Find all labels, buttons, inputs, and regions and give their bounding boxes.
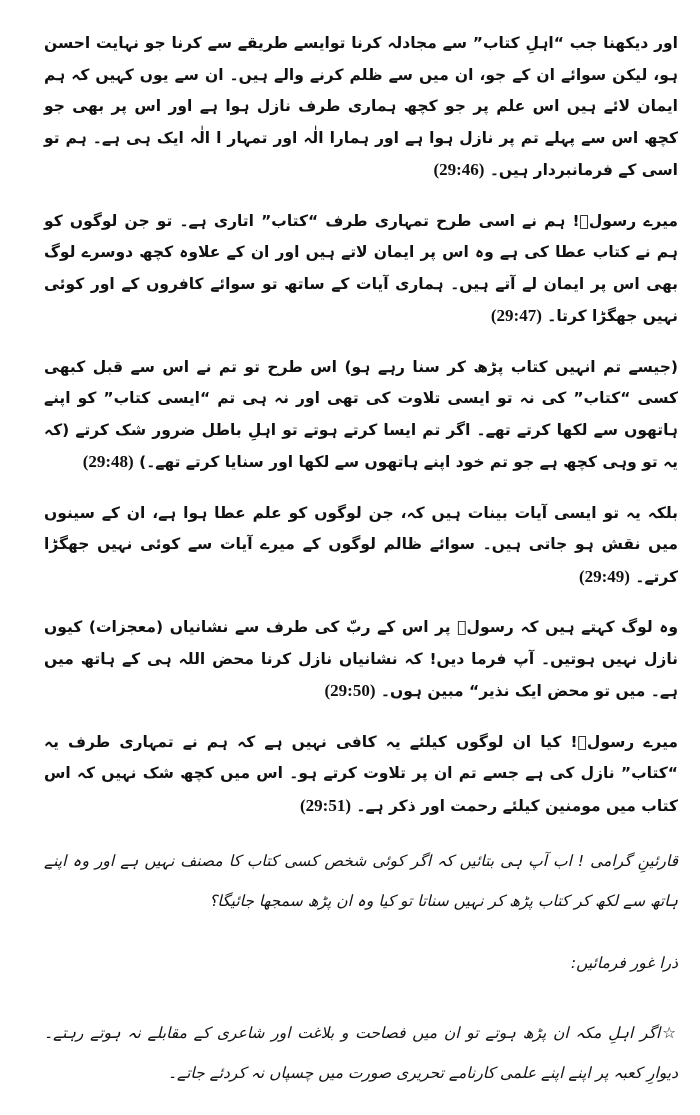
verse-paragraph (44, 352, 678, 479)
verse-text: بلکہ یہ تو ایسی آیات بینات ہیں کہ، جن لوگوں کو علم عطا ہوا ہے، ان کے سینوں میں نقش ہو جاتی ہیں۔ سوائے ظالم لوگوں کے میرے آیات سے کوئی نہیں جھگڑا کرتے۔ (44, 503, 678, 586)
verse-paragraph (44, 206, 678, 333)
verse-paragraph (44, 498, 678, 594)
verse-reference: (29:50) (324, 681, 376, 700)
commentary-heading: ذرا غور فرمائیں: (570, 954, 678, 972)
verse-paragraph (44, 28, 678, 187)
verse-text: اور دیکھنا جب “اہلِ کتاب” سے مجادلہ کرنا توایسے طریقے سے کرنا جو نہایت احسن ہو، لیکن سوائے ان کے جو، ان میں سے ظلم کرنے والے ہیں۔ ان سے یوں کہیں کہ ہم ایمان لائے ہیں اس علم پر جو کچھ ہماری طرف نازل ہوا ہے اور اس پر بھی جو کچھ اس سے پہلے تم پر نازل ہوا ہے اور ہمارا الٰہ اور تمہار ا الٰہ ایک ہی ہے۔ ہم تو اسی کے فرمانبردار ہیں۔ (44, 34, 678, 179)
commentary-point (44, 1013, 678, 1093)
verse-text: (جیسے تم انہیں کتاب پڑھ کر سنا رہے ہو) اس طرح تو تم نے اس سے قبل کبھی کسی “کتاب” کی نہ تو ایسی تلاوت کی تھی اور نہ ہی تم “ایسی کتاب” کو اپنے ہاتھوں سے لکھا کرتے تھے۔ اگر تم ایسا کرتے ہوتے تو اہلِ باطل ضرور شک کرتے (کہ یہ تو وہی کچھ ہے جو تم خود اپنے ہاتھوں سے لکھا اور سنایا کرتے تھے۔) (44, 357, 678, 471)
verse-text: وہ لوگ کہتے ہیں کہ رسولؐ پر اس کے ربّ کی طرف سے نشانیاں (معجزات) کیوں نازل نہیں ہوتیں۔ آپ فرما دیں! کہ نشانیاں نازل کرنا محض اللہ ہی کے ہاتھ میں ہے۔ میں تو محض ایک نذیر“ مبین ہوں۔ (44, 618, 678, 700)
verse-reference: (29:51) (300, 795, 351, 815)
verse-reference: (29:47) (490, 306, 542, 325)
document-page (44, 28, 678, 1115)
verse-text: میرے رسولؐ! کیا ان لوگوں کیلئے یہ کافی نہیں ہے کہ ہم نے تمہاری طرف یہ “کتاب” نازل کی ہے جسے تم ان پر تلاوت کرتے ہو۔ اس میں کچھ شک نہیں کہ اس کتاب میں مومنین کیلئے رحمت اور ذکر ہے۔ (44, 732, 678, 815)
star-bullet-icon: ☆ (662, 1024, 678, 1042)
commentary-question: قارئینِ گرامی ! اب آپ ہی بتائیں کہ اگر کوئی شخص کسی کتاب کا مصنف نہیں ہے اور وہ اپنے ہاتھ سے لکھ کر کتاب پڑھ کر نہیں سناتا تو کیا وہ ان پڑھ سمجھا جائیگا؟ (44, 852, 678, 910)
verse-text: میرے رسولؐ! ہم نے اسی طرح تمہاری طرف “کتاب” اتاری ہے۔ تو جن لوگوں کو ہم نے کتاب عطا کی ہے وہ اس پر ایمان لاتے ہیں اور ان کے علاوہ کچھ دوسرے لوگ بھی اس پر ایمان لے آتے ہیں۔ ہماری آیات کے ساتھ تو سوائے کافروں کے اور کوئی نہیں جھگڑا کرتا۔ (44, 211, 678, 325)
verse-paragraph (44, 727, 678, 823)
verse-reference: (29:46) (433, 160, 485, 179)
verse-paragraph (44, 612, 678, 708)
verse-reference: (29:48) (82, 452, 134, 471)
commentary-point-text: اگر اہلِ مکہ ان پڑھ ہوتے تو ان میں فصاحت و بلاغت اور شاعری کے مقابلے نہ ہوتے رہتے۔ دیوارِ کعبہ پر اپنے اپنے علمی کارنامے تحریری صورت میں چسپاں نہ کردئے جاتے۔ (44, 1024, 678, 1082)
verse-reference: (29:49) (578, 566, 630, 586)
